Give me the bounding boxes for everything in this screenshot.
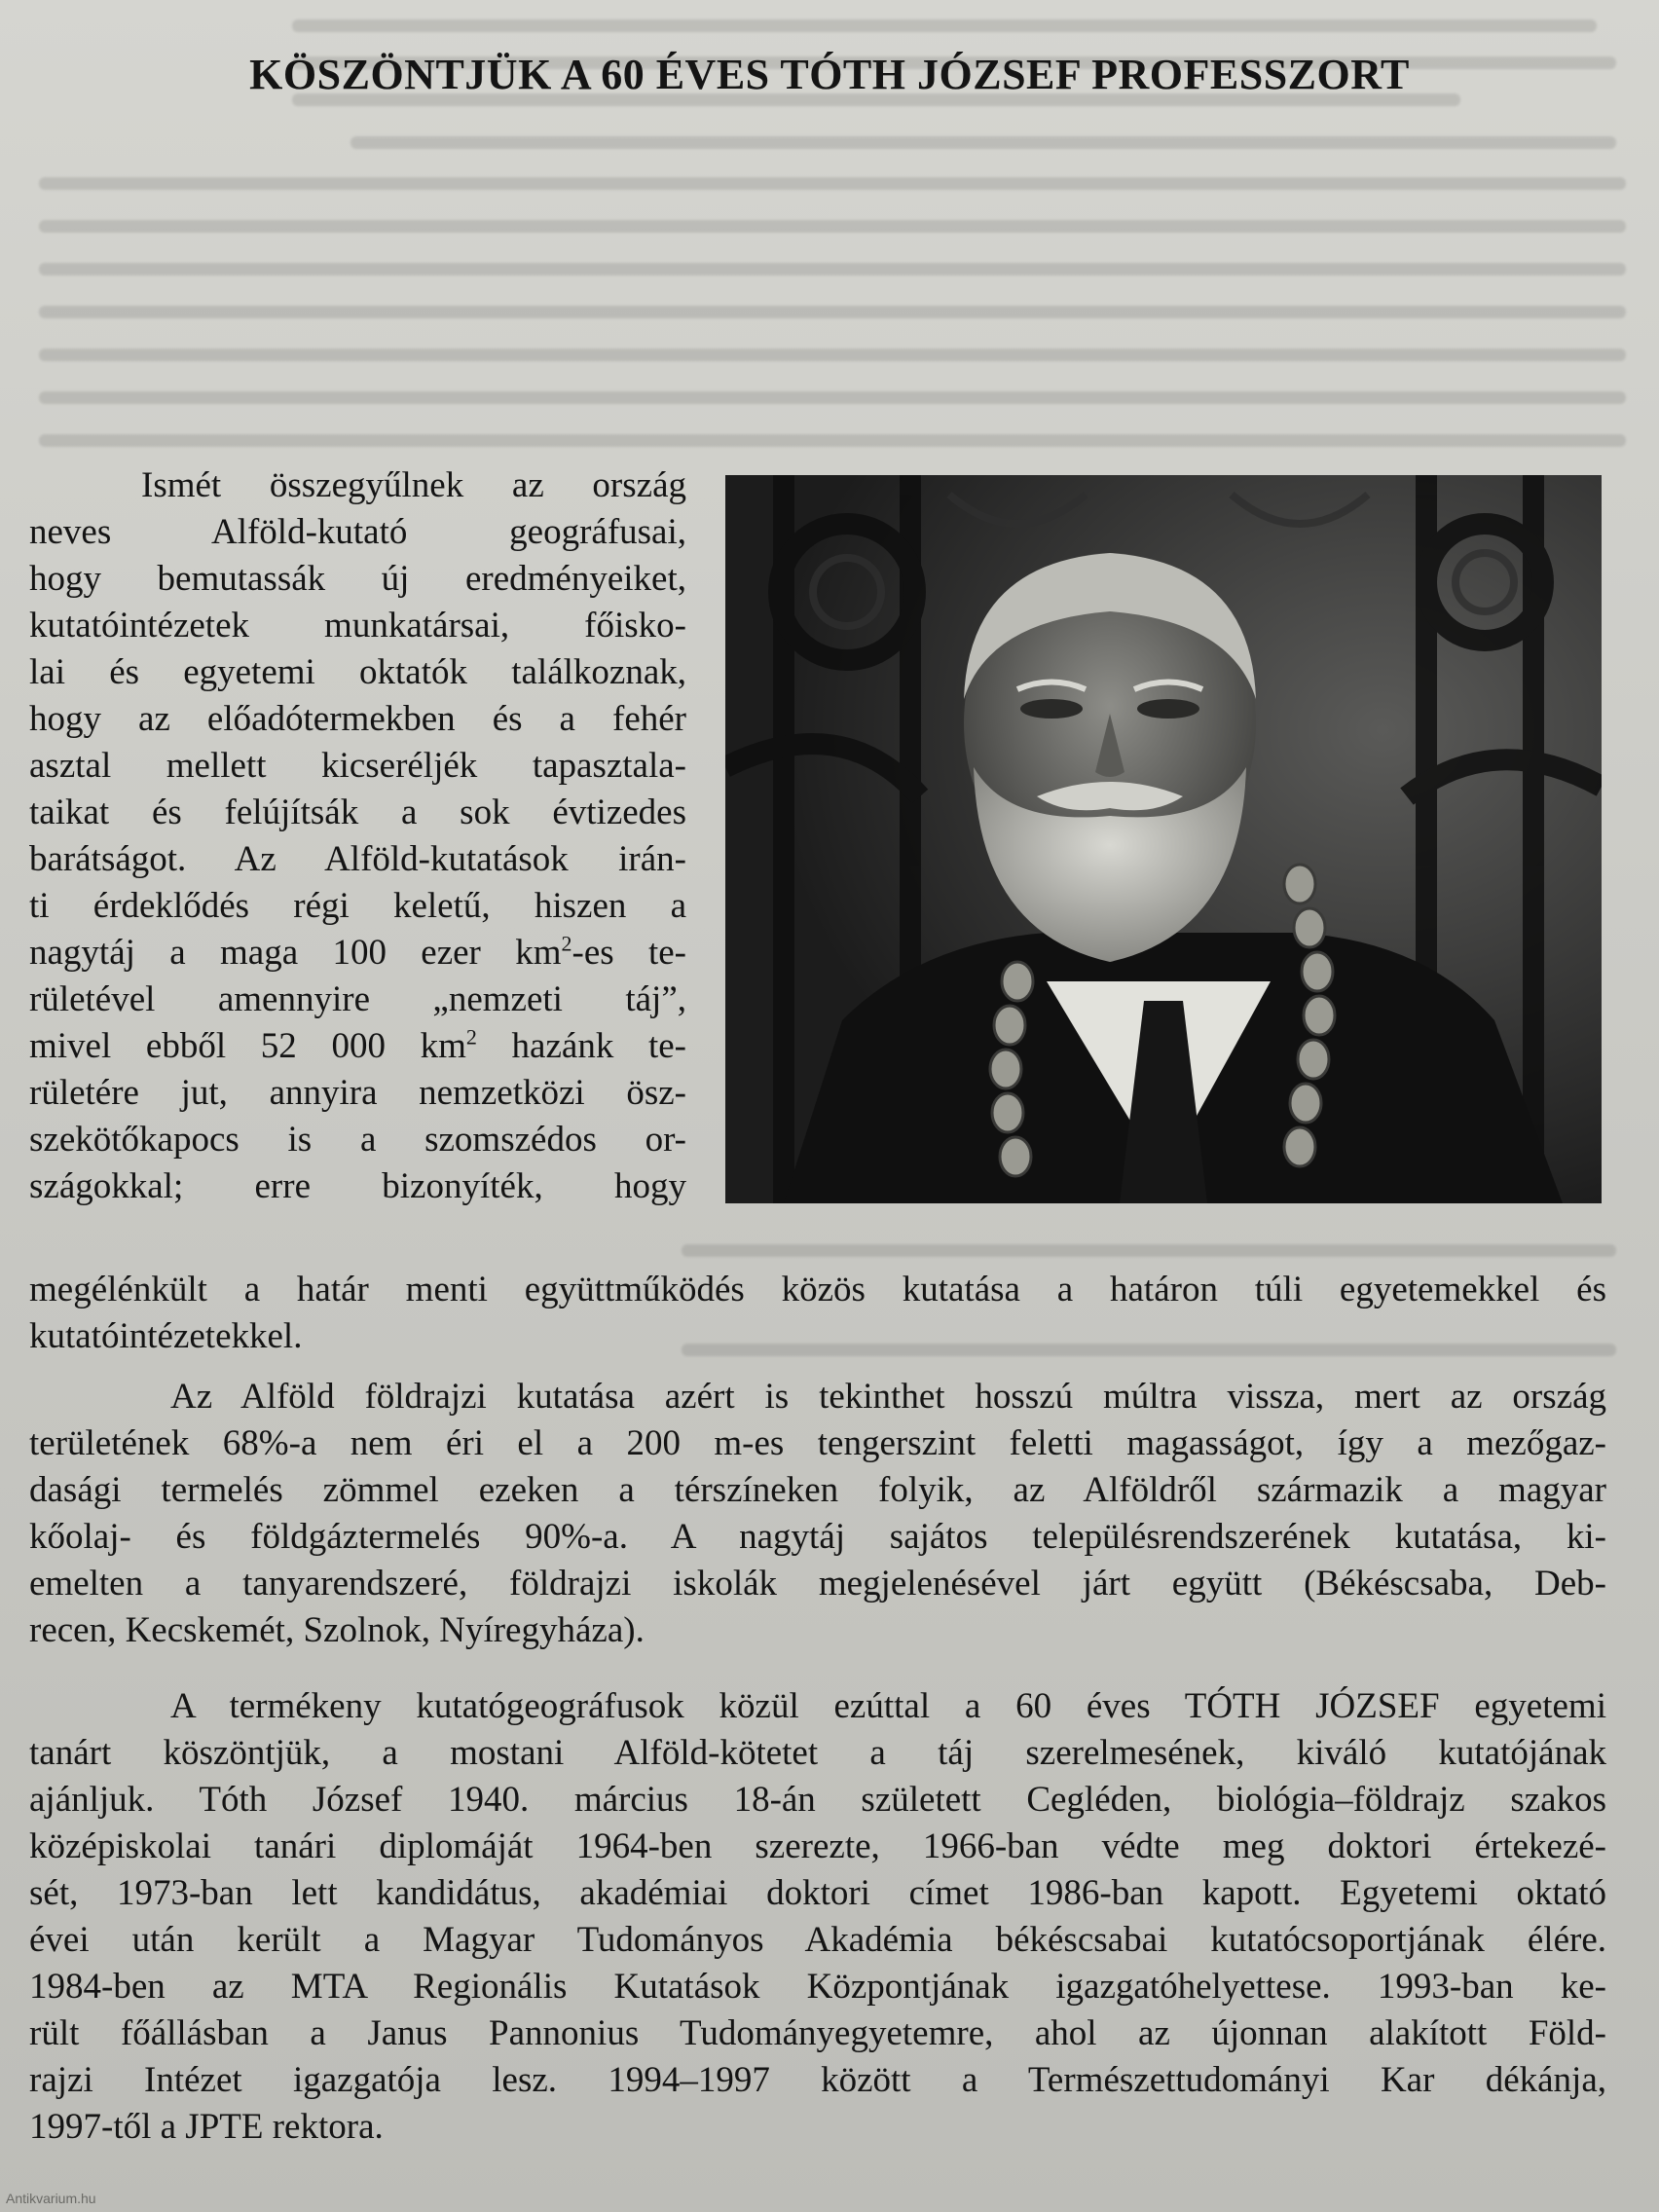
text-line: hogy bemutassák új eredményeiket,: [29, 559, 686, 599]
text-line: kőolaj- és földgáztermelés 90%-a. A nagytáj sajátos településrendszerének kutatása, ki-: [29, 1517, 1606, 1557]
text-fragment: hazánk te-: [476, 1026, 686, 1066]
portrait-photo: [725, 475, 1602, 1203]
text-line: kutatóintézetek munkatársai, főisko-: [29, 606, 686, 645]
text-line: kutatóintézetekkel.: [29, 1316, 303, 1356]
paragraph-2: [29, 1374, 1606, 1654]
text-line: emelten a tanyarendszeré, földrajzi iskolák megjelenésével járt együtt (Békéscsaba, Deb-: [29, 1564, 1606, 1604]
text-line: középiskolai tanári diplomáját 1964-ben szerezte, 1966-ban védte meg doktori értekezé-: [29, 1826, 1606, 1866]
paragraph-3: [29, 1683, 1606, 2151]
text-fragment: nagytáj a maga 100 ezer km: [29, 933, 562, 973]
superscript-two: 2: [465, 1024, 477, 1050]
text-line: ti érdeklődés régi keletű, hiszen a: [29, 886, 686, 926]
text-line: ajánljuk. Tóth József 1940. március 18-án született Cegléden, biológia–földrajz szakos: [29, 1780, 1606, 1820]
article-title: KÖSZÖNTJÜK A 60 ÉVES TÓTH JÓZSEF PROFESSZORT: [249, 51, 1410, 99]
text-fragment: mivel ebből 52 000 km: [29, 1026, 466, 1066]
text-line: szekötőkapocs is a szomszédos or-: [29, 1120, 686, 1160]
text-line: 1997-től a JPTE rektora.: [29, 2107, 384, 2147]
text-line: barátságot. Az Alföld-kutatások irán-: [29, 839, 686, 879]
text-line: neves Alföld-kutató geográfusai,: [29, 512, 686, 552]
text-line: hogy az előadótermekben és a fehér: [29, 699, 686, 739]
text-line: rületével amennyire „nemzeti táj”,: [29, 979, 686, 1019]
text-line-with-superscript: [29, 930, 686, 977]
text-line-with-superscript: [29, 1023, 686, 1070]
text-line: asztal mellett kicseréljék tapasztala-: [29, 746, 686, 786]
text-line: megélénkült a határ menti együttműködés közös kutatása a határon túli egyetemekkel és: [29, 1270, 1606, 1309]
text-line: 1984-ben az MTA Regionális Kutatások Központjának igazgatóhelyettese. 1993-ban ke-: [29, 1967, 1606, 2007]
text-line: rajzi Intézet igazgatója lesz. 1994–1997 között a Természettudományi Kar dékánja,: [29, 2060, 1606, 2100]
text-line: A termékeny kutatógeográfusok közül ezúttal a 60 éves TÓTH JÓZSEF egyetemi: [170, 1686, 1606, 1726]
text-line: Ismét összegyűlnek az ország: [141, 465, 686, 505]
text-line: évei után került a Magyar Tudományos Akadémia békéscsabai kutatócsoportjának élére.: [29, 1920, 1606, 1960]
superscript-two: 2: [561, 931, 572, 956]
text-line: taikat és felújítsák a sok évtizedes: [29, 793, 686, 832]
text-line: dasági termelés zömmel ezeken a térszíneken folyik, az Alföldről származik a magyar: [29, 1470, 1606, 1510]
text-line: rületére jut, annyira nemzetközi ösz-: [29, 1073, 686, 1113]
text-line: tanárt köszöntjük, a mostani Alföld-kötetet a táj szerelmesének, kiváló kutatójának: [29, 1733, 1606, 1773]
text-fragment: -es te-: [571, 933, 686, 973]
text-line: rült főállásban a Janus Pannonius Tudományegyetemre, ahol az újonnan alakított Föld-: [29, 2013, 1606, 2053]
portrait-photo-drawing: [725, 475, 1602, 1203]
source-watermark: Antikvarium.hu: [6, 2191, 96, 2206]
text-line: sét, 1973-ban lett kandidátus, akadémiai doktori címet 1986-ban kapott. Egyetemi oktató: [29, 1873, 1606, 1913]
text-line: területének 68%-a nem éri el a 200 m-es tengerszint feletti magasságot, így a mezőgaz-: [29, 1423, 1606, 1463]
text-line: lai és egyetemi oktatók találkoznak,: [29, 652, 686, 692]
intro-wrapped-text: [29, 462, 686, 1210]
text-line: szágokkal; erre bizonyíték, hogy: [29, 1166, 686, 1206]
text-line: recen, Kecskemét, Szolnok, Nyíregyháza).: [29, 1610, 645, 1650]
paragraph-1-tail: [29, 1267, 1606, 1360]
text-line: Az Alföld földrajzi kutatása azért is tekinthet hosszú múltra vissza, mert az ország: [170, 1377, 1606, 1417]
